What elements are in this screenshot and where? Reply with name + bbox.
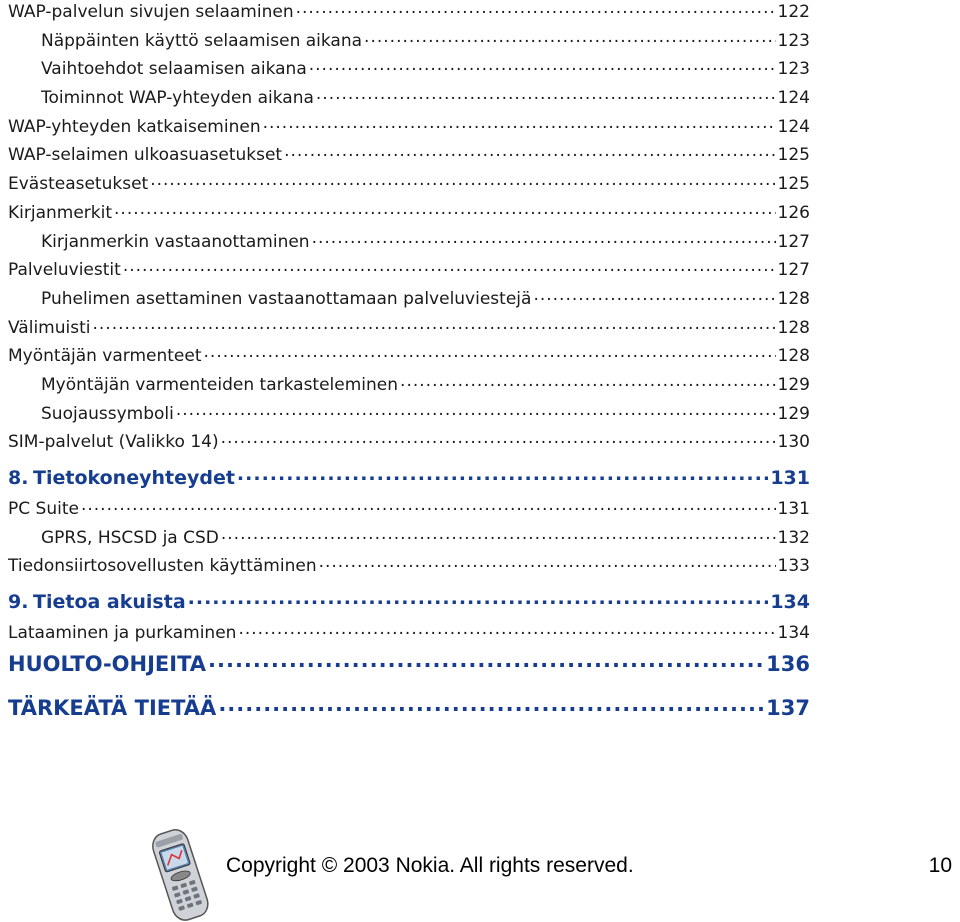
dot-leader xyxy=(176,402,776,419)
page-footer xyxy=(0,820,960,922)
toc-page-number: 126 xyxy=(777,202,810,223)
dot-leader xyxy=(81,497,776,514)
toc-page-number: 131 xyxy=(777,499,810,519)
dot-leader xyxy=(237,465,768,484)
toc-entry-title xyxy=(8,203,112,223)
toc-entry[interactable] xyxy=(8,497,810,526)
toc-entry-text: Toiminnot WAP-yhteyden aikana xyxy=(41,88,314,109)
toc-page-number: 133 xyxy=(777,556,810,577)
toc-entry-text: Lataaminen ja purkaminen xyxy=(8,623,237,644)
toc-page-number: 123 xyxy=(777,30,810,51)
toc-entry[interactable] xyxy=(8,86,810,115)
dot-leader xyxy=(218,694,764,715)
toc-entry-title xyxy=(8,696,216,720)
toc-entry[interactable] xyxy=(8,316,810,345)
toc-entry[interactable] xyxy=(8,0,810,29)
toc-page-number: 128 xyxy=(777,288,810,309)
toc-page-number: 128 xyxy=(777,346,810,367)
dot-leader xyxy=(208,650,764,671)
toc-page-number: 129 xyxy=(777,374,810,395)
toc-entry-title xyxy=(8,375,398,395)
toc-entry[interactable] xyxy=(8,526,810,555)
toc-page-number: 128 xyxy=(777,317,810,338)
toc-entry[interactable] xyxy=(8,230,810,259)
toc-page-number: 127 xyxy=(777,260,810,281)
toc-entry-title xyxy=(8,232,310,252)
toc-entry-title xyxy=(8,59,307,79)
toc-entry-title xyxy=(8,145,282,165)
toc-entry-title xyxy=(8,432,219,452)
toc-entry-title xyxy=(8,88,314,108)
toc-entry-text: HUOLTO-OHJEITA xyxy=(8,651,207,676)
toc-entry[interactable] xyxy=(8,554,810,583)
toc-entry-title xyxy=(8,556,317,576)
toc-entry-text: Kirjanmerkin vastaanottaminen xyxy=(41,231,310,252)
toc-entry-title xyxy=(8,346,202,366)
toc-entry-text: WAP-yhteyden katkaiseminen xyxy=(8,116,261,137)
toc-entry[interactable] xyxy=(8,465,810,497)
toc-entry-text: Kirjanmerkit xyxy=(8,202,113,223)
toc-entry[interactable] xyxy=(8,650,810,694)
toc-entry[interactable] xyxy=(8,201,810,230)
toc-entry[interactable] xyxy=(8,402,810,431)
toc-entry-text: Tiedonsiirtosovellusten käyttäminen xyxy=(8,556,317,577)
nokia-phone-image xyxy=(140,826,220,922)
toc-entry[interactable] xyxy=(8,430,810,459)
toc-entry-text: Myöntäjän varmenteiden tarkasteleminen xyxy=(41,374,399,395)
toc-entry[interactable] xyxy=(8,589,810,621)
dot-leader xyxy=(263,115,776,132)
toc-entry-text: Palveluviestit xyxy=(8,260,121,281)
toc-entry-text: Tietoa akuista xyxy=(33,591,186,614)
dot-leader xyxy=(316,86,776,103)
copyright-notice: Copyright © 2003 Nokia. All rights reserved. xyxy=(226,854,634,877)
dot-leader xyxy=(150,172,775,189)
toc-entry-text: GPRS, HSCSD ja CSD xyxy=(41,527,219,548)
toc-entry-text: Suojaussymboli xyxy=(41,403,174,424)
toc-entry-text: Myöntäjän varmenteet xyxy=(8,346,202,367)
dot-leader xyxy=(221,526,776,543)
toc-entry-title xyxy=(8,289,531,309)
toc-page-number: 130 xyxy=(777,432,810,453)
toc-entry[interactable] xyxy=(8,621,810,650)
toc-entry[interactable] xyxy=(8,344,810,373)
toc-page-number: 125 xyxy=(777,174,810,195)
chapter-number: 8. xyxy=(8,467,29,489)
toc-entry-title xyxy=(8,528,219,548)
toc-entry[interactable] xyxy=(8,57,810,86)
toc-entry-title xyxy=(8,652,206,676)
toc-page-number: 123 xyxy=(777,59,810,80)
dot-leader xyxy=(533,287,775,304)
toc-entry-text: Tietokoneyhteydet xyxy=(33,467,235,489)
toc-entry-text: PC Suite xyxy=(8,499,79,519)
dot-leader xyxy=(114,201,776,218)
toc-entry-text: TÄRKEÄTÄ TIETÄÄ xyxy=(8,695,217,720)
toc-entry[interactable] xyxy=(8,115,810,144)
toc-entry-title xyxy=(8,260,121,280)
dot-leader xyxy=(296,0,776,17)
toc-page-number: 127 xyxy=(777,231,810,252)
toc-page-number: 124 xyxy=(777,116,810,137)
toc-entry[interactable] xyxy=(8,172,810,201)
dot-leader xyxy=(284,143,775,160)
toc-page-number: 132 xyxy=(777,527,810,548)
toc-entry-text: WAP-selaimen ulkoasuasetukset xyxy=(8,145,283,166)
toc-entry-title xyxy=(8,117,261,137)
toc-entry-title xyxy=(8,31,362,51)
toc-entry-title xyxy=(8,318,90,338)
dot-leader xyxy=(204,344,776,361)
toc-entry-text: Näppäinten käyttö selaamisen aikana xyxy=(41,30,363,51)
toc-page-number: 124 xyxy=(777,88,810,109)
dot-leader xyxy=(319,554,776,571)
dot-leader xyxy=(188,589,769,608)
toc-entry-text: Välimuisti xyxy=(8,317,91,338)
toc-entry[interactable] xyxy=(8,258,810,287)
toc-page-number: 134 xyxy=(770,591,810,614)
toc-page-number: 129 xyxy=(777,403,810,424)
table-of-contents xyxy=(8,0,810,738)
dot-leader xyxy=(123,258,776,275)
toc-page-number: 131 xyxy=(770,467,810,489)
toc-entry-title xyxy=(8,623,236,643)
toc-page-number: 136 xyxy=(766,651,810,676)
toc-entry-title xyxy=(8,499,79,519)
page-number: 10 xyxy=(928,854,952,877)
toc-entry-title xyxy=(8,467,235,489)
toc-page-number: 125 xyxy=(777,145,810,166)
toc-entry-text: Evästeasetukset xyxy=(8,174,149,195)
dot-leader xyxy=(92,316,775,333)
dot-leader xyxy=(221,430,776,447)
toc-entry[interactable] xyxy=(8,373,810,402)
toc-entry-text: SIM-palvelut (Valikko 14) xyxy=(8,432,219,453)
toc-entry-text: WAP-palvelun sivujen selaaminen xyxy=(8,2,294,22)
toc-entry-text: Vaihtoehdot selaamisen aikana xyxy=(41,59,307,80)
toc-entry[interactable] xyxy=(8,694,810,738)
toc-entry[interactable] xyxy=(8,287,810,316)
toc-entry[interactable] xyxy=(8,143,810,172)
toc-entry-title xyxy=(8,2,294,22)
toc-page-number: 134 xyxy=(777,623,810,644)
toc-entry-title xyxy=(8,174,148,194)
dot-leader xyxy=(309,57,776,74)
dot-leader xyxy=(238,621,775,638)
toc-entry[interactable] xyxy=(8,29,810,58)
toc-entry-text: Puhelimen asettaminen vastaanottamaan palveluviestejä xyxy=(41,288,532,309)
chapter-number: 9. xyxy=(8,591,29,614)
dot-leader xyxy=(400,373,776,390)
toc-page-number: 122 xyxy=(777,2,810,22)
dot-leader xyxy=(364,29,776,46)
dot-leader xyxy=(312,230,776,247)
toc-entry-title xyxy=(8,591,186,613)
toc-page-number: 137 xyxy=(766,695,810,720)
toc-entry-title xyxy=(8,404,174,424)
